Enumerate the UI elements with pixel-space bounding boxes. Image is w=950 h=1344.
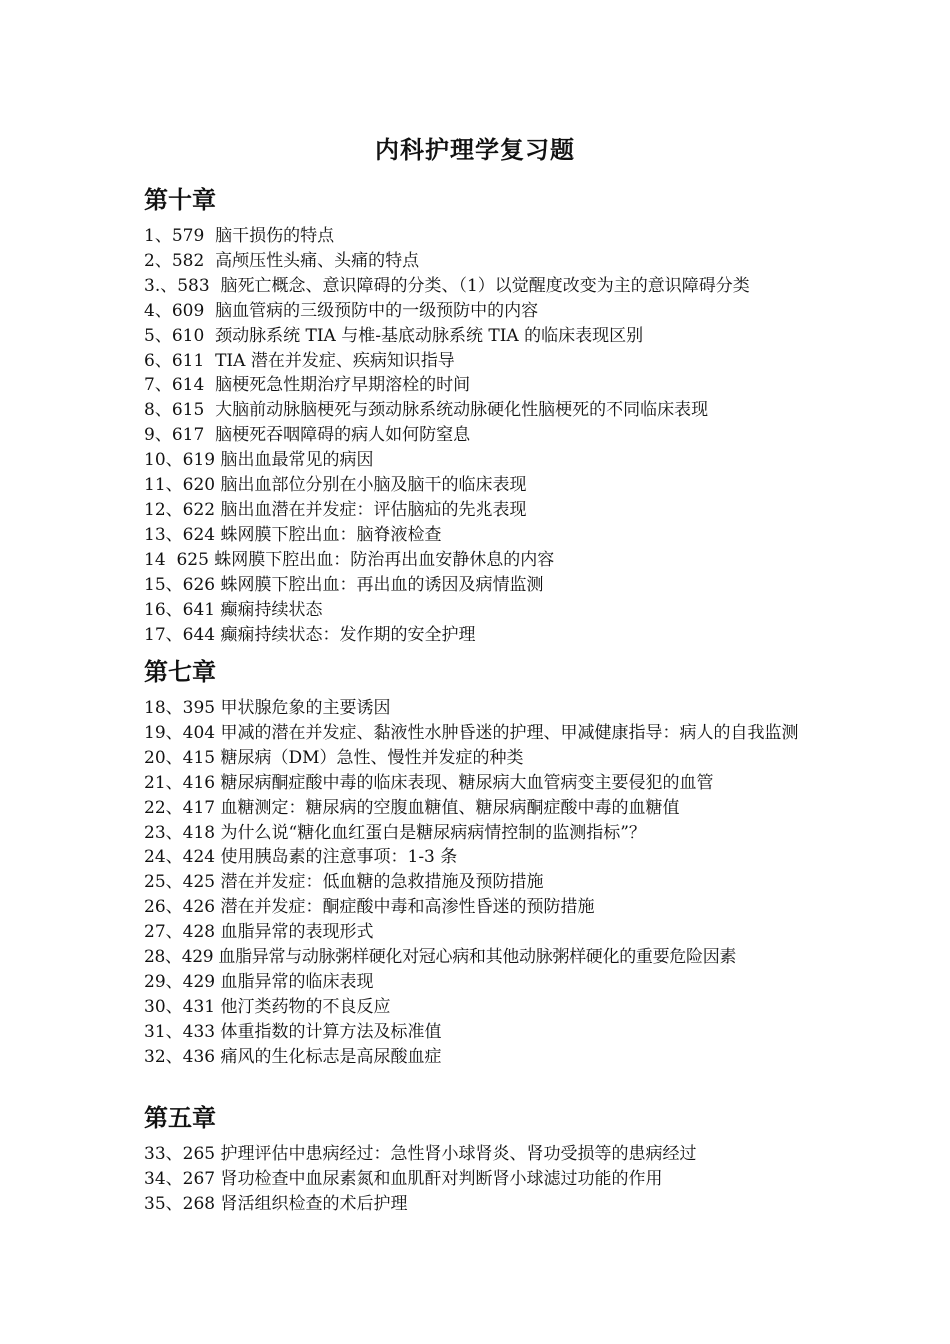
item-text: TIA 潜在并发症、疾病知识指导 [215, 350, 455, 371]
item-number: 2、582 [144, 250, 205, 271]
list-item [144, 1045, 824, 1070]
item-text: 血脂异常与动脉粥样硬化对冠心病和其他动脉粥样硬化的重要危险因素 [218, 947, 737, 968]
item-text: 体重指数的计算方法及标准值 [220, 1021, 442, 1042]
question-list [144, 224, 824, 647]
item-text: 脑梗死急性期治疗早期溶栓的时间 [215, 375, 471, 396]
item-text: 癫痫持续状态 [220, 599, 323, 620]
item-text: 颈动脉系统 TIA 与椎-基底动脉系统 TIA 的临床表现区别 [215, 325, 644, 346]
item-text: 血脂异常的临床表现 [220, 971, 374, 992]
item-number: 14 625 [144, 549, 209, 570]
item-text: 脑出血部位分别在小脑及脑干的临床表现 [220, 475, 527, 496]
chapter-heading: 第七章 [144, 657, 216, 686]
item-text: 脑死亡概念、意识障碍的分类、（1）以觉醒度改变为主的意识障碍分类 [220, 275, 750, 296]
item-number: 28、429 [144, 947, 214, 968]
list-item [144, 349, 824, 374]
item-number: 25、425 [144, 872, 216, 893]
list-item [144, 274, 824, 299]
item-number: 19、404 [144, 722, 216, 743]
item-number: 6、611 [144, 350, 205, 371]
item-text: 肾功检查中血尿素氮和血肌酐对判断肾小球滤过功能的作用 [220, 1168, 663, 1189]
list-item [144, 895, 824, 920]
list-item [144, 498, 824, 523]
item-text: 潜在并发症：酮症酸中毒和高渗性昏迷的预防措施 [220, 897, 595, 918]
item-number: 16、641 [144, 599, 216, 620]
list-item [144, 696, 824, 721]
item-number: 27、428 [144, 922, 216, 943]
chapter-heading: 第五章 [144, 1103, 216, 1132]
item-text: 脑干损伤的特点 [215, 226, 335, 246]
item-number: 12、622 [144, 499, 216, 520]
item-text: 使用胰岛素的注意事项：1-3 条 [220, 847, 458, 868]
item-number: 4、609 [144, 300, 205, 321]
list-item [144, 746, 824, 771]
item-text: 痛风的生化标志是高尿酸血症 [220, 1046, 442, 1067]
item-number: 30、431 [144, 996, 216, 1017]
item-number: 1、579 [144, 226, 205, 246]
list-item [144, 299, 824, 324]
list-item [144, 1167, 824, 1192]
item-text: 潜在并发症：低血糖的急救措施及预防措施 [220, 872, 544, 893]
list-item [144, 249, 824, 274]
chapter-section [144, 1100, 824, 1217]
item-number: 23、418 [144, 822, 216, 843]
item-text: 脑出血最常见的病因 [220, 450, 374, 471]
item-number: 21、416 [144, 772, 216, 793]
item-number: 32、436 [144, 1046, 216, 1067]
item-number: 3.、583 [144, 275, 210, 296]
item-number: 22、417 [144, 797, 216, 818]
item-text: 蛛网膜下腔出血：再出血的诱因及病情监测 [220, 574, 544, 595]
question-list [144, 1142, 824, 1217]
item-number: 29、429 [144, 971, 216, 992]
list-item [144, 623, 824, 648]
list-item [144, 423, 824, 448]
list-item [144, 598, 824, 623]
item-text: 蛛网膜下腔出血：防治再出血安静休息的内容 [214, 549, 555, 570]
list-item [144, 771, 824, 796]
item-number: 31、433 [144, 1021, 216, 1042]
item-number: 17、644 [144, 624, 216, 645]
list-item [144, 398, 824, 423]
item-text: 癫痫持续状态：发作期的安全护理 [220, 624, 476, 645]
chapter-section [144, 182, 824, 647]
list-item [144, 373, 824, 398]
item-text: 血糖测定：糖尿病的空腹血糖值、糖尿病酮症酸中毒的血糖值 [220, 797, 680, 818]
list-item [144, 1020, 824, 1045]
item-text: 甲状腺危象的主要诱因 [220, 698, 391, 718]
item-text: 脑血管病的三级预防中的一级预防中的内容 [215, 300, 539, 321]
list-item [144, 548, 824, 573]
item-text: 护理评估中患病经过：急性肾小球肾炎、肾功受损等的患病经过 [220, 1144, 697, 1164]
item-number: 13、624 [144, 524, 216, 545]
item-text: 肾活组织检查的术后护理 [220, 1193, 408, 1214]
item-text: 糖尿病（DM）急性、慢性并发症的种类 [220, 747, 524, 768]
item-text: 糖尿病酮症酸中毒的临床表现、糖尿病大血管病变主要侵犯的血管 [220, 772, 714, 793]
item-number: 8、615 [144, 400, 205, 421]
item-text: 脑梗死吞咽障碍的病人如何防窒息 [215, 425, 471, 446]
item-number: 9、617 [144, 425, 205, 446]
document-title: 内科护理学复习题 [375, 135, 575, 164]
list-item [144, 448, 824, 473]
item-number: 34、267 [144, 1168, 216, 1189]
item-text: 脑出血潜在并发症：评估脑疝的先兆表现 [220, 499, 527, 520]
item-number: 7、614 [144, 375, 205, 396]
list-item [144, 796, 824, 821]
item-number: 33、265 [144, 1144, 216, 1164]
question-list [144, 696, 824, 1070]
item-number: 5、610 [144, 325, 205, 346]
list-item [144, 945, 824, 970]
list-item [144, 845, 824, 870]
list-item [144, 523, 824, 548]
item-number: 24、424 [144, 847, 216, 868]
item-number: 10、619 [144, 450, 216, 471]
item-text: 大脑前动脉脑梗死与颈动脉系统动脉硬化性脑梗死的不同临床表现 [215, 400, 709, 421]
list-item [144, 573, 824, 598]
item-number: 26、426 [144, 897, 216, 918]
item-text: 甲减的潜在并发症、黏液性水肿昏迷的护理、甲减健康指导：病人的自我监测 [220, 722, 799, 743]
list-item [144, 1142, 824, 1167]
item-number: 11、620 [144, 475, 216, 496]
list-item [144, 970, 824, 995]
item-text: 高颅压性头痛、头痛的特点 [215, 250, 420, 271]
list-item [144, 721, 824, 746]
list-item [144, 324, 824, 349]
item-text: 血脂异常的表现形式 [220, 922, 374, 943]
list-item [144, 821, 824, 846]
item-number: 35、268 [144, 1193, 216, 1214]
chapter-section [144, 654, 824, 1070]
list-item [144, 473, 824, 498]
list-item [144, 224, 824, 249]
item-number: 20、415 [144, 747, 216, 768]
list-item [144, 870, 824, 895]
item-text: 为什么说“糖化血红蛋白是糖尿病病情控制的监测指标”？ [220, 822, 646, 843]
chapter-heading: 第十章 [144, 185, 216, 214]
item-text: 蛛网膜下腔出血：脑脊液检查 [220, 524, 442, 545]
item-number: 18、395 [144, 698, 216, 718]
list-item [144, 995, 824, 1020]
list-item [144, 1192, 824, 1217]
list-item [144, 920, 824, 945]
item-text: 他汀类药物的不良反应 [220, 996, 391, 1017]
item-number: 15、626 [144, 574, 216, 595]
